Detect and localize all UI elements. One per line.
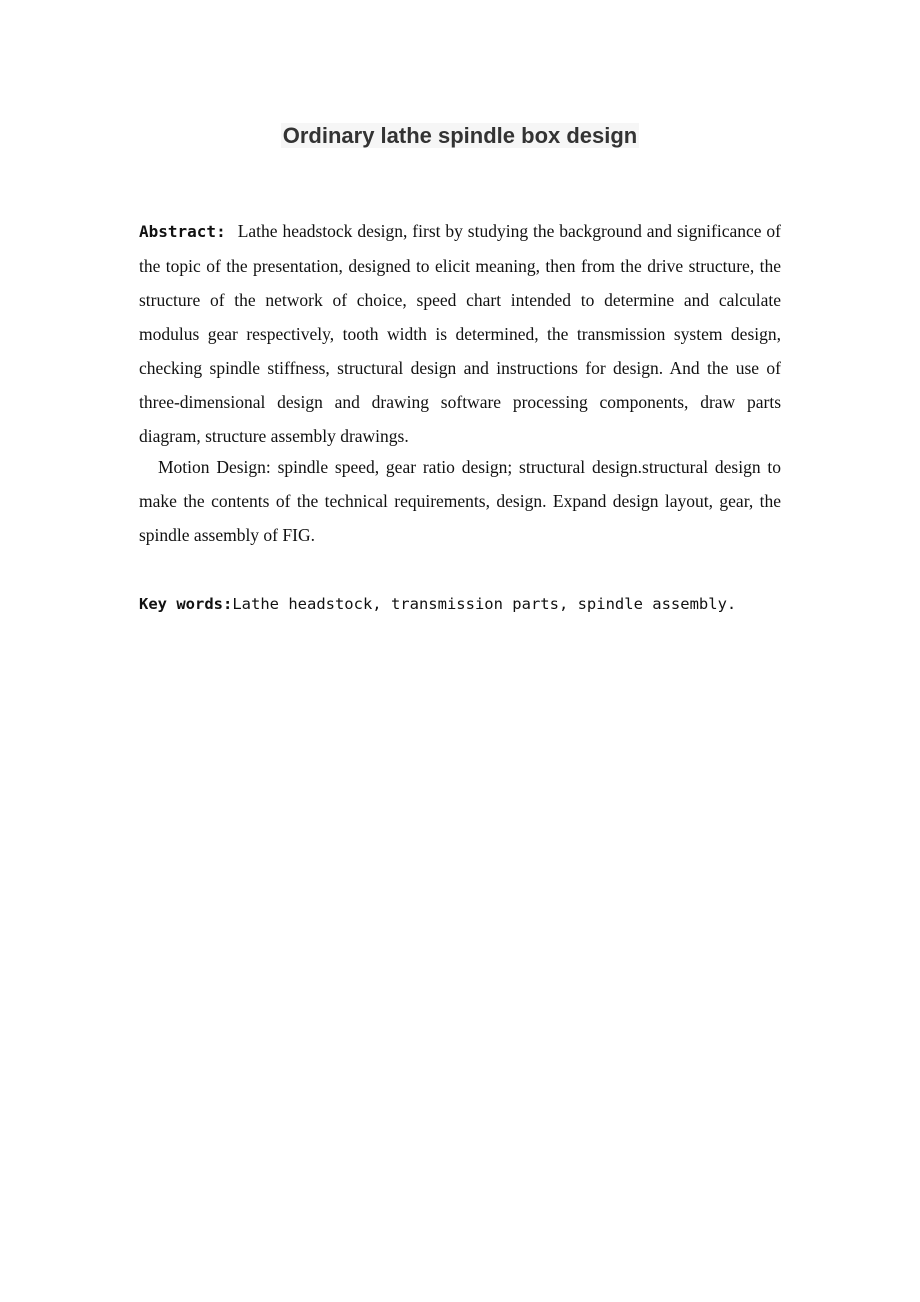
abstract-text: Lathe headstock design, first by studying the background and significance of the topic of the presentation, designed to elicit meaning, then from the drive structure, the structure of the network of choice, speed chart intended to determine and calculate modulus gear respectively, tooth width is determined, the transmission system design, checking spindle stiffness, structural design and instructions for design. And the use of three-dimensional design and drawing software processing components, draw parts diagram, structure assembly drawings.: [139, 221, 781, 446]
keywords-line: [139, 591, 799, 617]
abstract-paragraph: [139, 214, 781, 453]
keywords-text: Lathe headstock, transmission parts, spindle assembly.: [232, 595, 737, 613]
abstract-label: Abstract:: [139, 222, 226, 241]
document-title: [0, 120, 920, 152]
motion-design-paragraph: Motion Design: spindle speed, gear ratio design; structural design.structural design to make the contents of the technical requirements, design. Expand design layout, gear, the spindle assembly of FIG.: [139, 457, 781, 545]
document-title-text: Ordinary lathe spindle box design: [282, 123, 638, 148]
keywords-label: Key words:: [139, 595, 233, 613]
